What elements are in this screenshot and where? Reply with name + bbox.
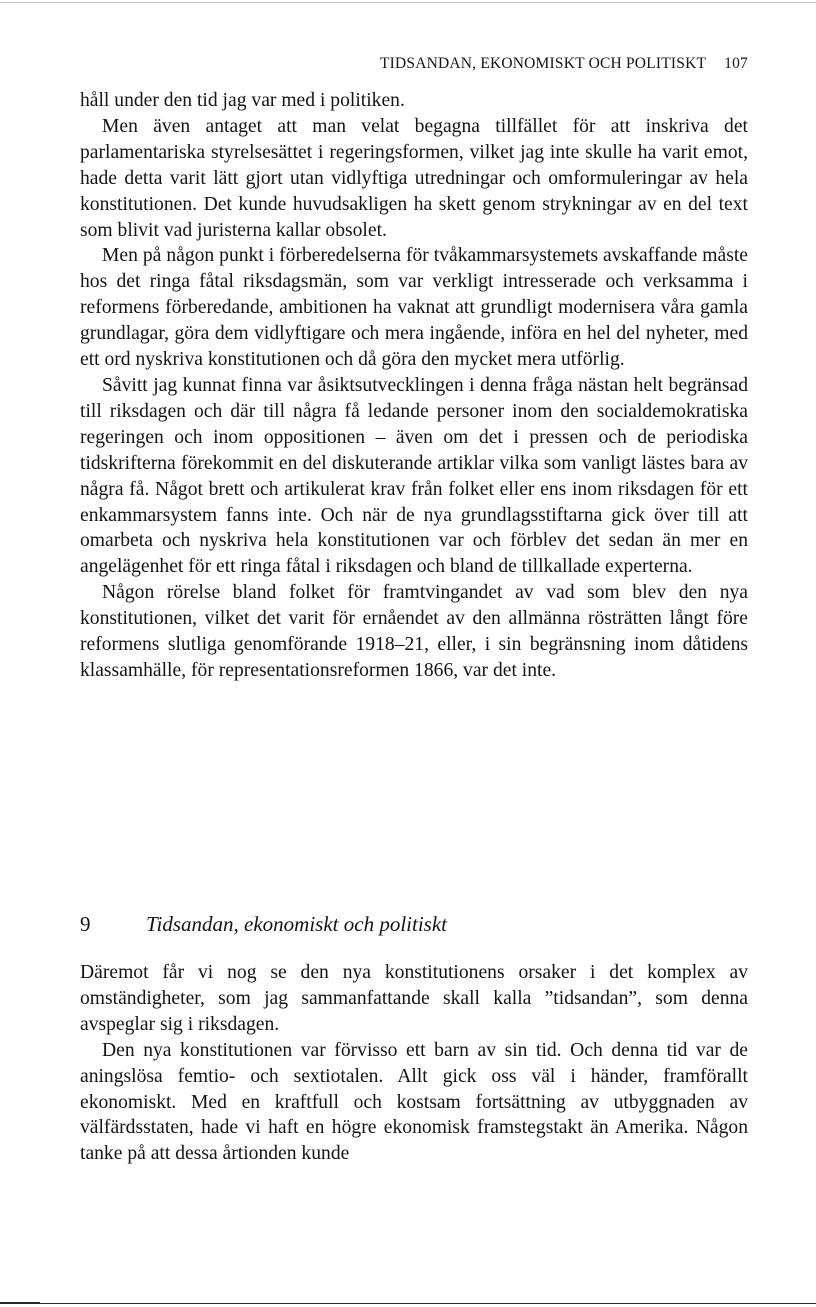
continuation-text xyxy=(80,88,748,684)
paragraph: Men även antaget att man velat begagna tillfället för att inskriva det parlamentariska styrelsesättet i regeringsformen, vilket jag inte skulle ha varit emot, hade detta varit lätt gjort utan vidlyftiga utredningar och omformuleringar av hela konstitutionen. Det kunde huvudsakligen ha skett genom strykningar av en del text som blivit vad juristerna kallar obsolet. xyxy=(80,115,748,241)
bottom-edge-line xyxy=(0,1303,816,1304)
paragraph: Den nya konstitutionen var förvisso ett barn av sin tid. Och denna tid var de aningslösa femtio- och sextiotalen. Allt gick oss väl i händer, framförallt ekonomiskt. Med en kraftfull och kostsam fortsättning av utbyggnaden av välfärdsstaten, hade vi haft en högre ekonomisk framstegstakt än Amerika. Någon tanke på att dessa årtionden kunde xyxy=(80,1039,748,1165)
page-number: 107 xyxy=(724,55,748,72)
paragraph: håll under den tid jag var med i politiken. xyxy=(80,90,405,111)
section-text xyxy=(80,960,748,1167)
paragraph: Någon rörelse bland folket för framtvingandet av vad som blev den nya konstitutionen, vilket det varit för ernåendet av den allmänna rösträtten långt före reformens slutliga genomförande 1918–21, eller, i sin begränsning inom dåtidens klassamhälle, för representationsreformen 1866, var det inte. xyxy=(80,582,748,681)
section-number: 9 xyxy=(80,912,91,936)
section-title: Tidsandan, ekonomiskt och politiskt xyxy=(146,912,447,936)
bottom-edge-mark xyxy=(0,1302,40,1304)
top-edge-line xyxy=(0,2,816,3)
paragraph: Men på någon punkt i förberedelserna för tvåkammarsystemets avskaffande måste hos det ringa fåtal riksdagsmän, som var verkligt intresserade och verksamma i reformens förberedande, ambitionen ha vaknat att grundligt modernisera våra gamla grundlagar, göra dem vidlyftigare och mera ingående, införa en hel del nyheter, med ett ord nyskriva konstitutionen och då göra den mycket mera utförlig. xyxy=(80,245,748,371)
running-head xyxy=(80,55,748,73)
section-heading xyxy=(80,909,748,939)
running-head-title: TIDSANDAN, EKONOMISKT OCH POLITISKT xyxy=(379,55,707,72)
paragraph: Däremot får vi nog se den nya konstitutionens orsaker i det komplex av omständigheter, som jag sammanfattande skall kalla ”tidsandan”, som denna avspeglar sig i riksdagen. xyxy=(80,962,748,1035)
paragraph: Såvitt jag kunnat finna var åsiktsutvecklingen i denna fråga nästan helt begränsad till riksdagen och där till några få ledande personer inom den socialdemokratiska regeringen och inom oppositionen – även om det i pressen och de periodiska tidskrifterna förekommit en del diskuterande artiklar vilka som vanligt lästes bara av några få. Något brett och artikulerat krav från folket eller ens inom riksdagen för ett enkammarsystem fanns inte. Och när de nya grundlagsstiftarna gick över till att omarbeta och nyskriva hela konstitutionen var och förblev det sedan än mer en angelägenhet för ett ringa fåtal i riksdagen och bland de tillkallade experterna. xyxy=(80,374,748,578)
